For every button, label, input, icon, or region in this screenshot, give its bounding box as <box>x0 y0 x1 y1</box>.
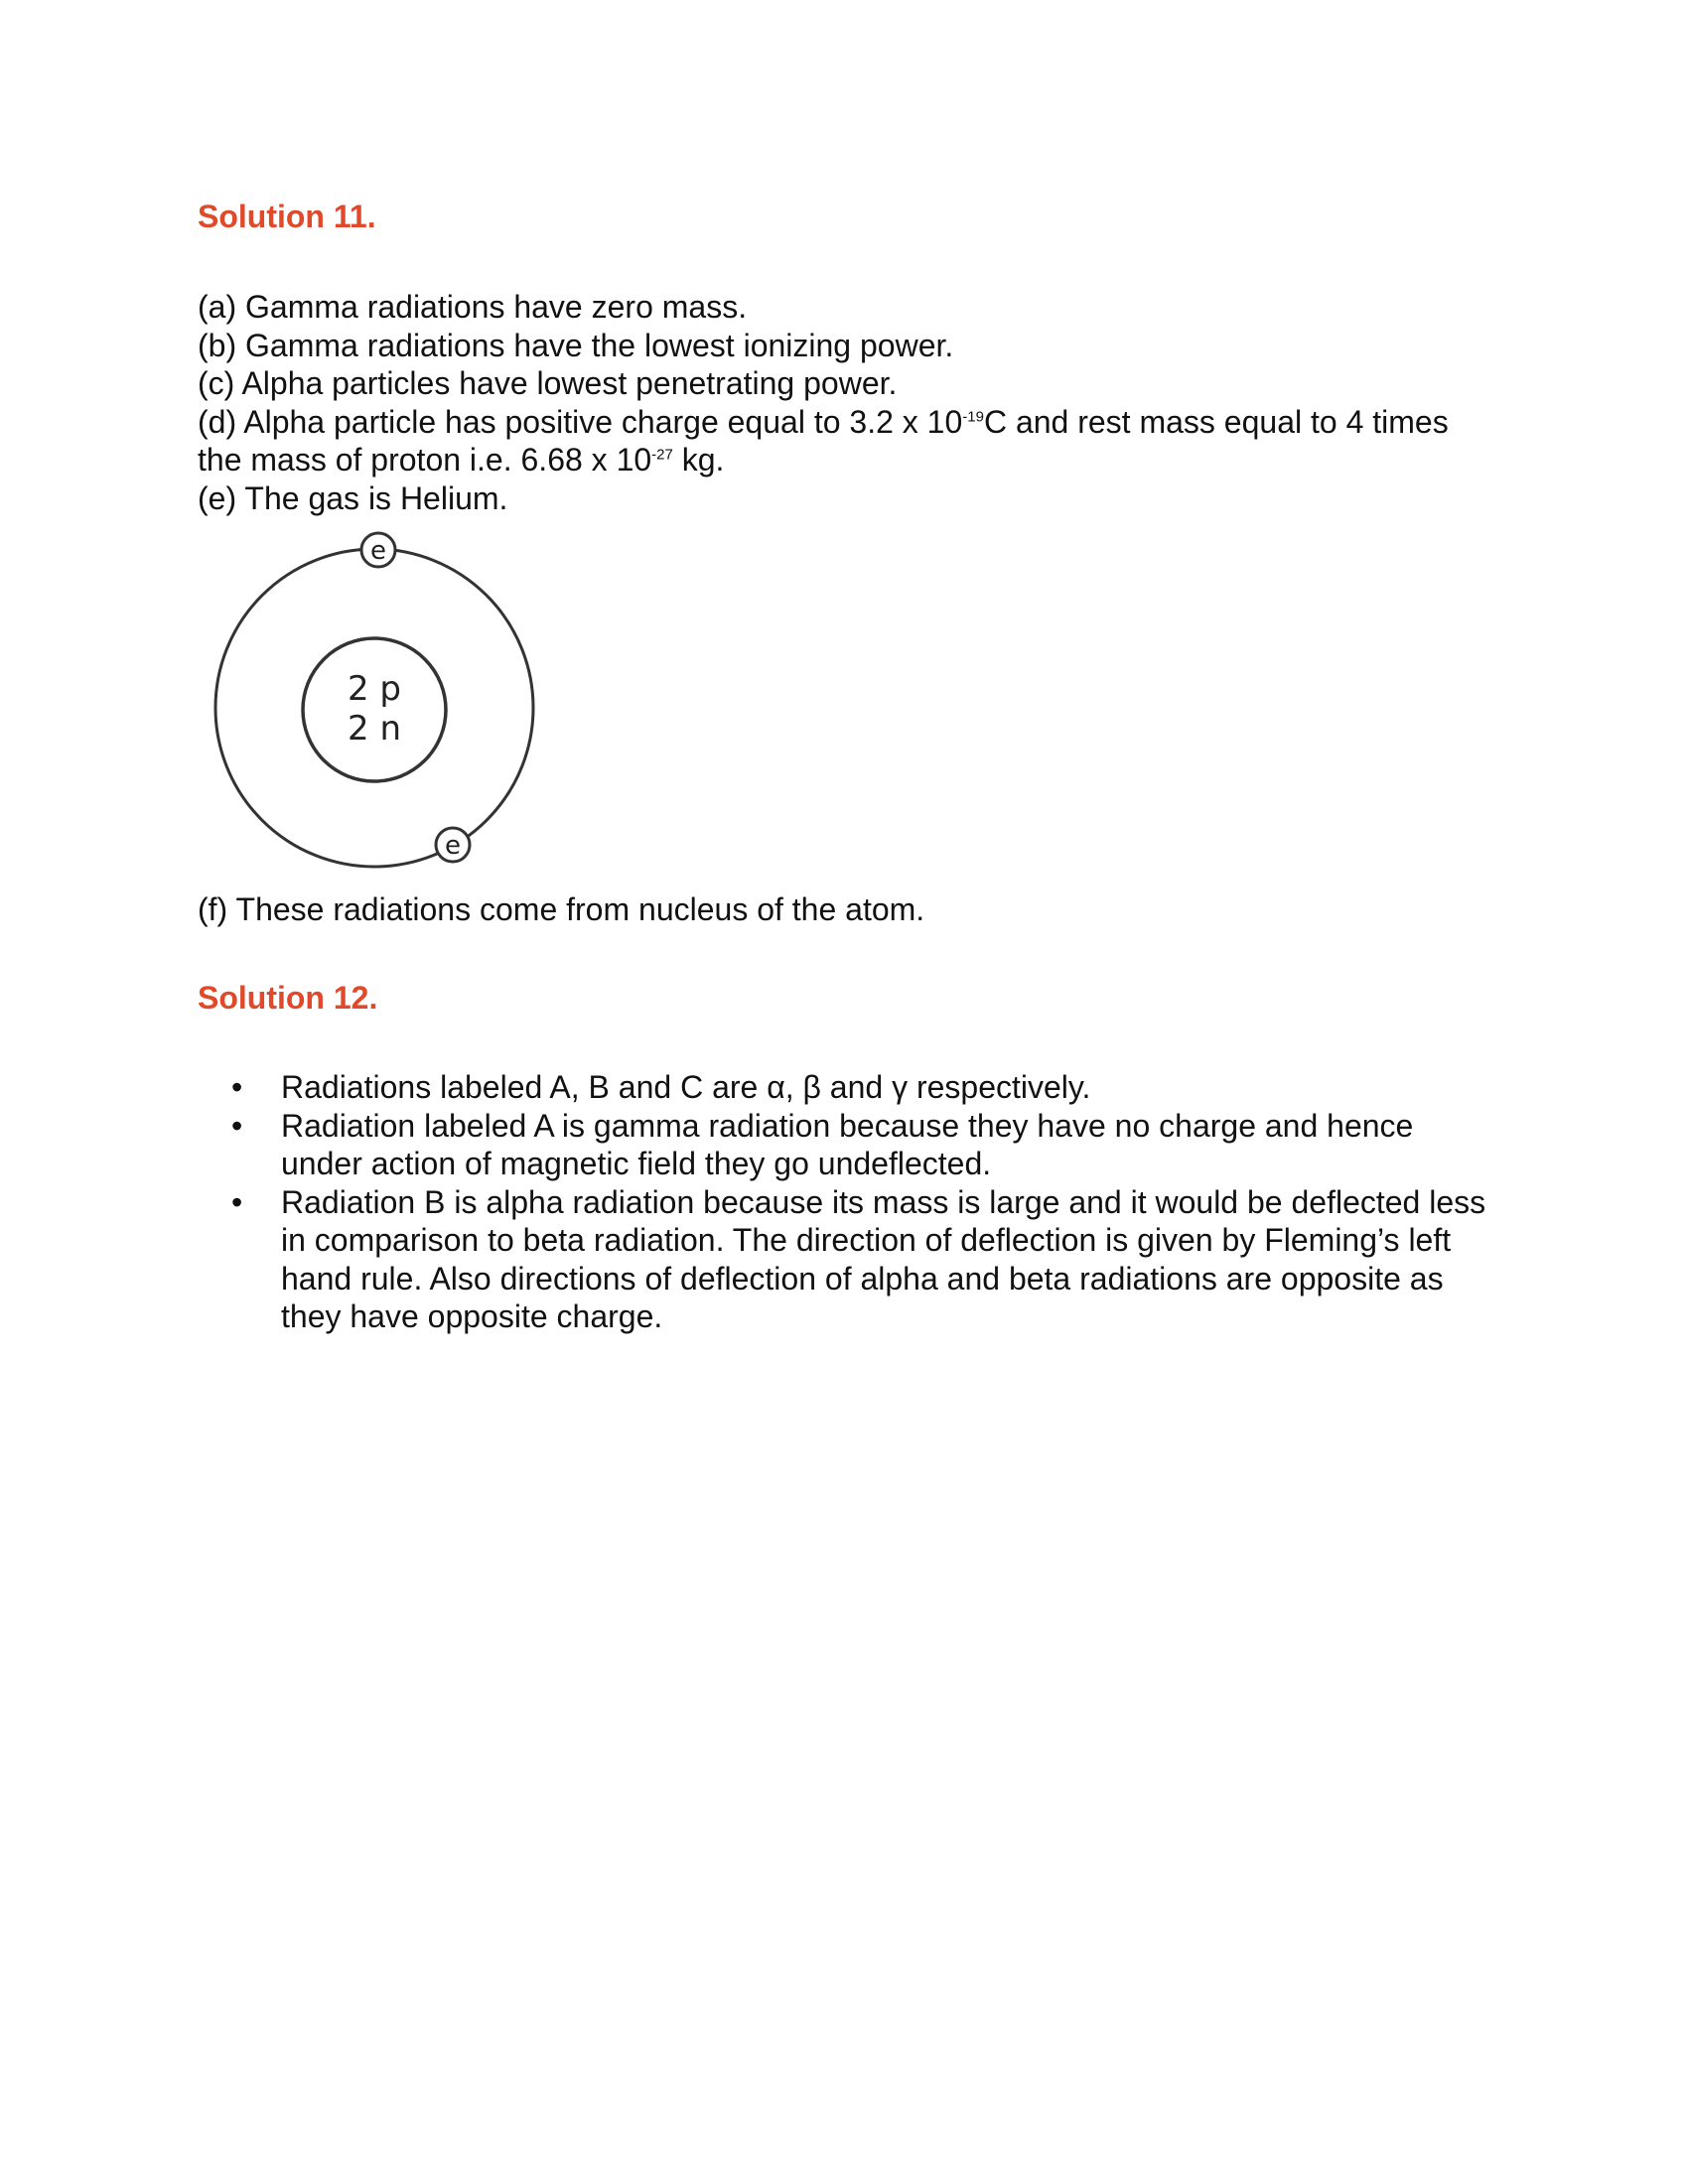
list-item <box>198 1107 1488 1183</box>
electron-top <box>361 533 395 567</box>
electron-bottom <box>436 828 470 862</box>
answer-a: (a) Gamma radiations have zero mass. <box>198 289 748 325</box>
answer-c: (c) Alpha particles have lowest penetrating power. <box>198 365 898 401</box>
solution-12-bullet-list <box>198 1068 1488 1336</box>
mass-exponent: -27 <box>651 446 673 464</box>
answer-d-text-3: kg. <box>672 442 725 478</box>
solution-12-heading: Solution 12. <box>198 980 378 1016</box>
answer-d-text-2: C and rest mass equal to 4 times the mass of proton i.e. 6.68 x 10 <box>198 403 1449 478</box>
list-item-text: Radiations labeled A, B and C are α, β and γ respectively. <box>281 1069 1091 1105</box>
list-item <box>198 1183 1488 1336</box>
list-item <box>198 1068 1488 1107</box>
answer-d <box>198 403 1488 479</box>
nucleus-protons-label: 2 p <box>347 669 402 709</box>
list-item-text: Radiation labeled A is gamma radiation because they have no charge and hence under action of magnetic field they go undeflected. <box>281 1107 1414 1181</box>
nucleus-neutrons-label: 2 n <box>348 709 401 749</box>
charge-exponent: -19 <box>962 407 984 425</box>
electron-bottom-label: e <box>445 831 461 861</box>
bullet-icon: • <box>231 1183 243 1220</box>
helium-atom-diagram <box>204 531 546 879</box>
bullet-icon: • <box>231 1107 243 1144</box>
solution-11-answer-f-block <box>198 890 1488 929</box>
answer-f: (f) These radiations come from nucleus of the atom. <box>198 891 925 927</box>
bullet-icon: • <box>231 1069 243 1105</box>
list-item-text: Radiation B is alpha radiation because its mass is large and it would be deflected less in comparison to beta radiation. The direction of deflection is given by Fleming’s left hand rule. Also directions of deflection of alpha and beta radiations are opposite as they have opposite charge. <box>281 1183 1486 1334</box>
solution-11-answers <box>198 288 1488 517</box>
answer-e: (e) The gas is Helium. <box>198 479 508 516</box>
electron-top-label: e <box>370 536 386 566</box>
answer-d-text-1: (d) Alpha particle has positive charge equal to 3.2 x 10 <box>198 403 963 440</box>
answer-b: (b) Gamma radiations have the lowest ionizing power. <box>198 327 954 363</box>
solution-11-heading: Solution 11. <box>198 199 376 234</box>
